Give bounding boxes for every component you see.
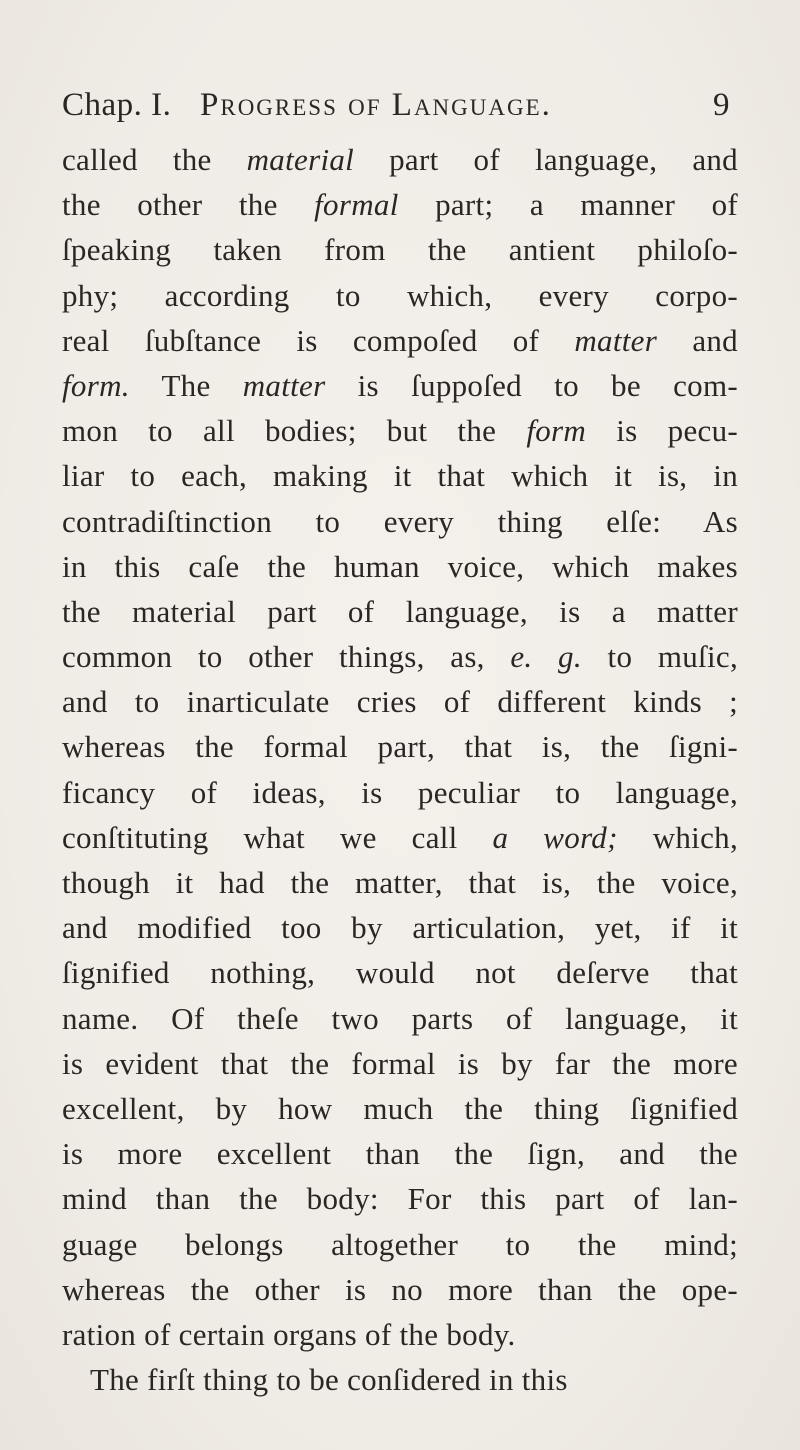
text-line — [62, 1131, 738, 1176]
text-segment: real ſubſtance is compoſed of — [62, 322, 575, 358]
italic-text: e. g. — [510, 639, 582, 675]
text-segment: is pecu- — [586, 413, 738, 449]
text-segment: part of language, and — [354, 142, 738, 177]
text-segment: to muſic, — [581, 639, 738, 675]
chapter-label: Chap. I. — [62, 87, 172, 123]
italic-text: form — [526, 413, 587, 449]
text-segment: conſtituting what we call — [62, 819, 493, 855]
text-line — [62, 1222, 738, 1267]
text-line — [62, 1086, 738, 1131]
text-segment: though it had the matter, that is, the voice, — [62, 865, 738, 900]
text-line — [62, 815, 738, 860]
text-segment: is ſuppoſed to be com- — [325, 367, 738, 403]
page-number: 9 — [713, 87, 730, 123]
text-segment: ſignified nothing, would not deſerve that — [62, 955, 738, 991]
text-segment: is evident that the formal is by far the more — [62, 1045, 738, 1081]
text-line — [62, 137, 738, 182]
text-line — [62, 679, 738, 724]
text-line — [62, 499, 738, 544]
italic-text: formal — [314, 187, 399, 223]
text-line — [62, 1176, 738, 1221]
text-segment: The — [129, 367, 243, 403]
text-segment: ration of certain organs of the body. — [62, 1316, 516, 1352]
text-segment: is more excellent than the ſign, and the — [62, 1136, 738, 1172]
text-segment: common to other things, as, — [62, 639, 511, 675]
text-segment: The firſt thing to be conſidered in this — [90, 1362, 568, 1398]
text-line — [62, 589, 738, 634]
text-line — [62, 860, 738, 905]
text-segment: and — [657, 322, 738, 358]
text-line — [62, 1267, 738, 1312]
text-segment: guage belongs altogether to the mind; — [62, 1226, 738, 1262]
text-segment: which, — [617, 819, 739, 855]
italic-text: material — [246, 142, 355, 177]
text-line — [62, 770, 738, 815]
italic-text: form. — [62, 367, 130, 403]
text-segment: mon to all bodies; but the — [62, 413, 527, 449]
text-line — [62, 363, 738, 408]
text-segment: liar to each, making it that which it is, in — [62, 458, 738, 494]
text-segment: whereas the other is no more than the ope- — [62, 1271, 738, 1307]
text-line — [62, 724, 738, 769]
text-segment: mind than the body: For this part of lan- — [62, 1181, 738, 1217]
italic-text: a word; — [492, 819, 618, 855]
text-line — [62, 905, 738, 950]
text-line — [62, 408, 738, 453]
text-segment: the material part of language, is a matter — [62, 593, 738, 629]
running-header — [62, 80, 738, 130]
text-segment: ſpeaking taken from the antient philoſo- — [62, 232, 738, 268]
text-segment: excellent, by how much the thing ſignified — [62, 1090, 738, 1126]
text-line — [62, 453, 738, 498]
text-segment: and to inarticulate cries of different kinds ; — [62, 684, 738, 720]
text-segment: called the — [62, 142, 247, 177]
running-title: Progress of Language. — [200, 87, 552, 123]
text-segment: phy; according to which, every corpo- — [62, 277, 738, 313]
text-segment: name. Of theſe two parts of language, it — [62, 1000, 738, 1036]
text-line — [62, 950, 738, 995]
text-line — [62, 544, 738, 589]
text-segment: and modified too by articulation, yet, if it — [62, 910, 738, 946]
text-segment: part; a manner of — [398, 187, 738, 223]
text-line — [62, 227, 738, 272]
text-segment: ficancy of ideas, is peculiar to language, — [62, 774, 738, 810]
text-segment: whereas the formal part, that is, the ſigni- — [62, 729, 738, 765]
italic-text: matter — [574, 322, 658, 358]
text-segment: in this caſe the human voice, which makes — [62, 548, 738, 584]
text-line — [62, 182, 738, 227]
text-line — [62, 318, 738, 363]
text-segment: contradiſtinction to every thing elſe: As — [62, 503, 738, 539]
text-line — [62, 1041, 738, 1086]
text-line — [62, 996, 738, 1041]
italic-text: matter — [242, 367, 326, 403]
text-line — [62, 273, 738, 318]
text-segment: the other the — [62, 187, 315, 223]
body-text — [62, 137, 738, 1402]
text-line — [62, 634, 738, 679]
text-line — [62, 1312, 738, 1357]
text-line — [62, 1357, 738, 1402]
